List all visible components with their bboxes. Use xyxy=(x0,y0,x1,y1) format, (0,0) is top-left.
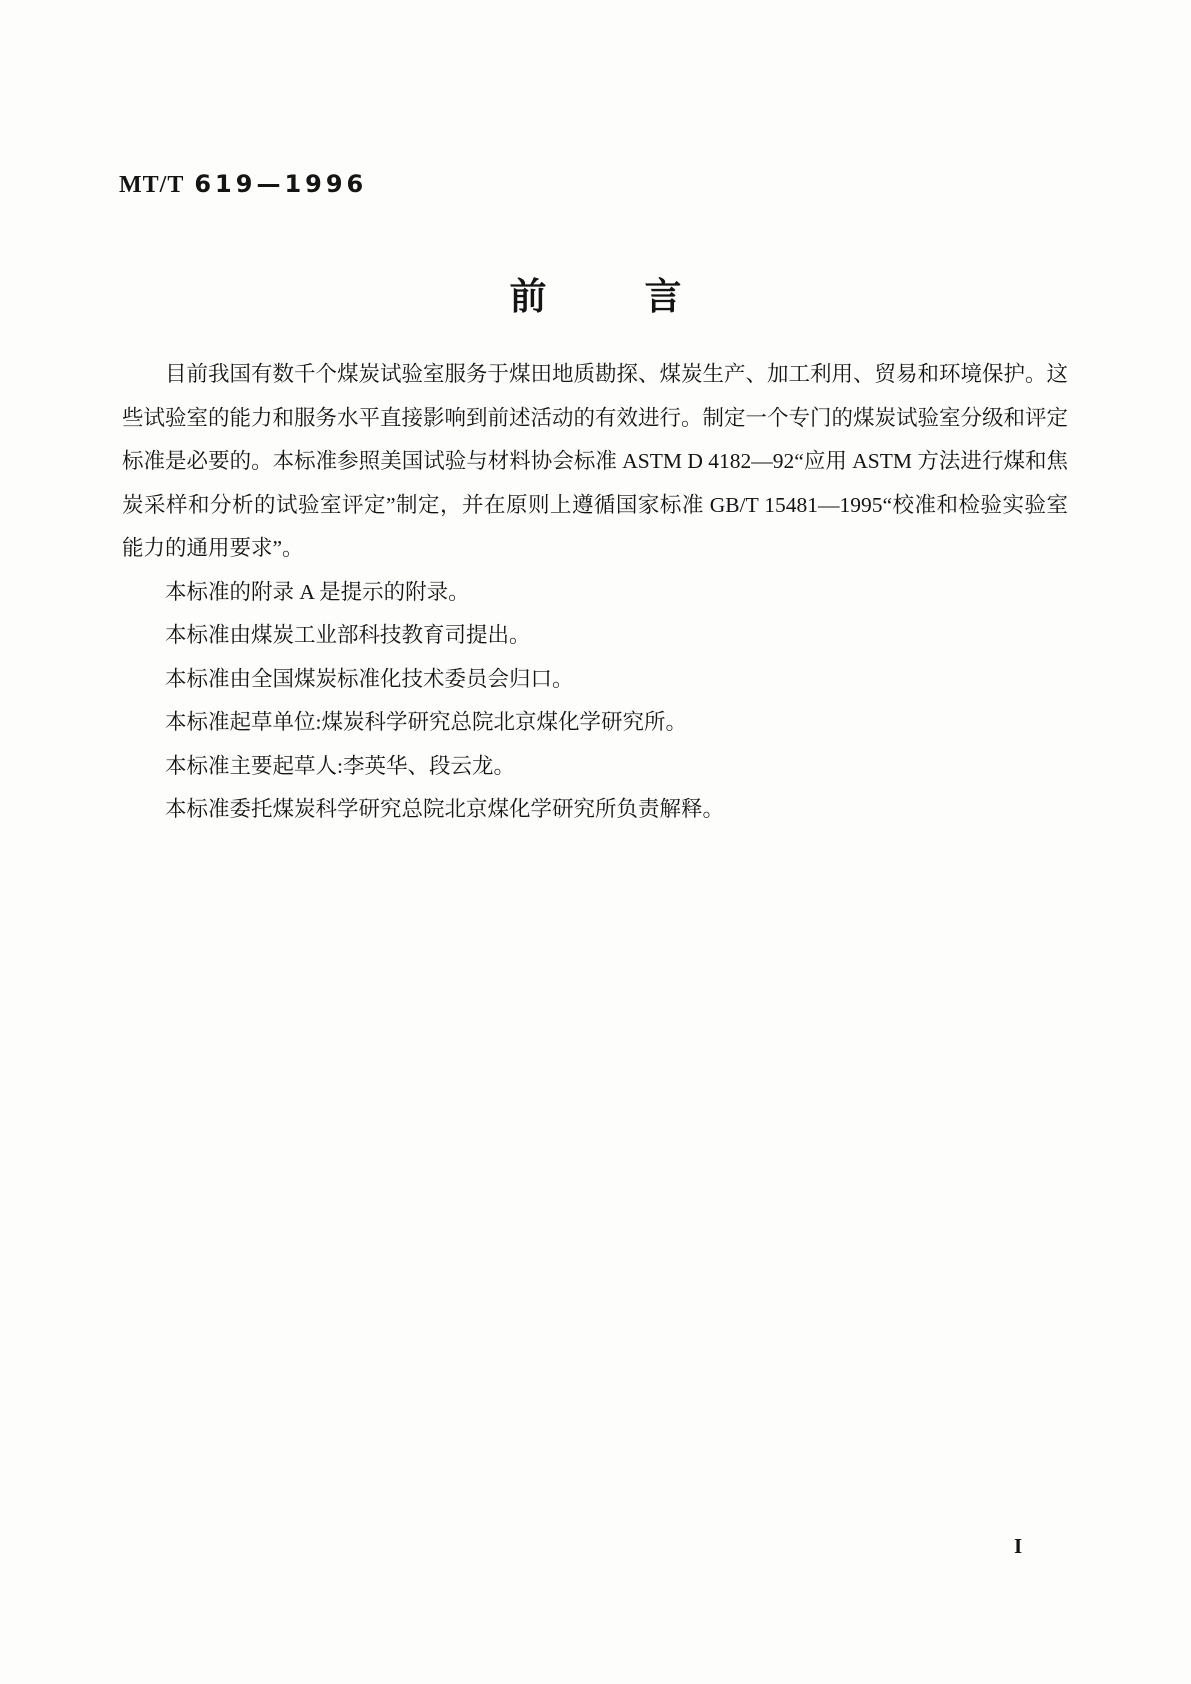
foreword-paragraph: 本标准由煤炭工业部科技教育司提出。 xyxy=(165,623,531,647)
foreword-paragraph: 本标准起草单位:煤炭科学研究总院北京煤化学研究所。 xyxy=(165,710,687,734)
page-number: I xyxy=(1014,1534,1023,1558)
standard-code: MT/T xyxy=(119,172,185,198)
title-char-2: 言 xyxy=(644,277,682,318)
foreword-paragraph: 本标准的附录 A 是提示的附录。 xyxy=(165,579,470,604)
title-char-1: 前 xyxy=(509,277,547,318)
foreword-paragraph: 目前我国有数千个煤炭试验室服务于煤田地质勘探、煤炭生产、加工利用、贸易和环境保护。这些试验室的能力和服务水平直接影响到前述活动的有效进行。制定一个专门的煤炭试验室分级和评定标准是必要的。本标准参照美国试验与材料协会标准 ASTM D 4182—92“应用 ASTM 方法进行煤和焦炭采样和分析的试验室评定”制定，并在原则上遵循国家标准 GB/T 15481—1995“校准和检验实验室能力的通用要求”。 xyxy=(122,362,1069,560)
page-title xyxy=(0,276,1191,320)
foreword-paragraph: 本标准由全国煤炭标准化技术委员会归口。 xyxy=(165,666,574,691)
foreword-paragraph: 本标准委托煤炭科学研究总院北京煤化学研究所负责解释。 xyxy=(165,797,725,821)
foreword-body xyxy=(122,353,1068,832)
foreword-paragraph: 本标准主要起草人:李英华、段云龙。 xyxy=(165,753,515,778)
standard-code-header xyxy=(119,170,367,199)
standard-number: 619—1996 xyxy=(194,170,368,198)
